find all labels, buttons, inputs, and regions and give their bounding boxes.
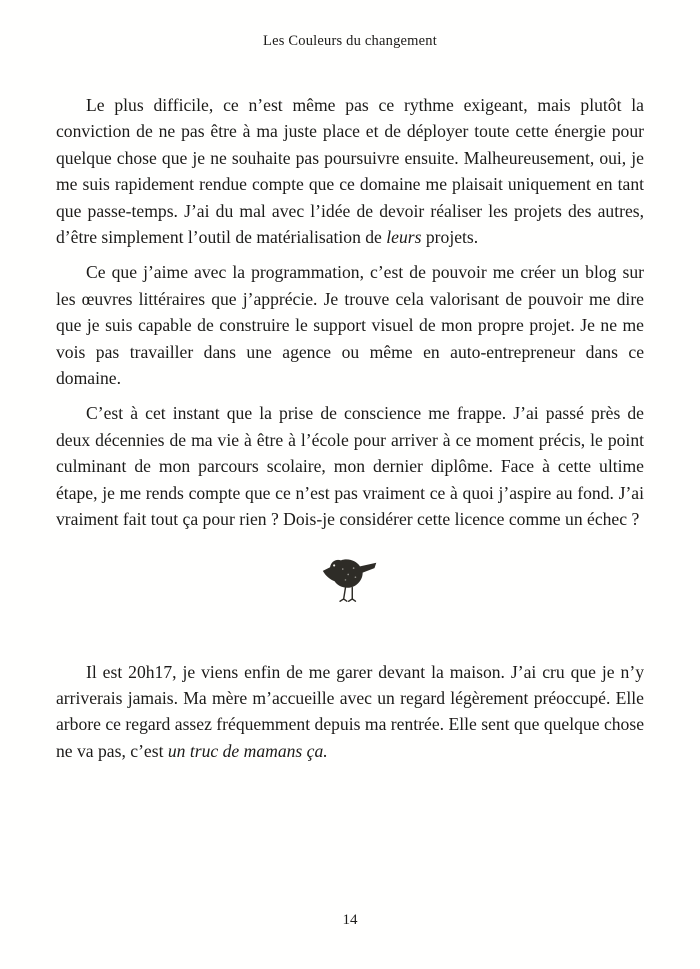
bird-illustration-icon <box>321 551 379 607</box>
page-number: 14 <box>342 912 358 928</box>
text-block <box>56 92 644 773</box>
paragraph-2 <box>56 259 644 391</box>
paragraph-4-text: Il est 20h17, je viens enfin de me garer devant la maison. J’ai cru que je n’y arriverais jamais. Ma mère m’accueille avec un regard légèrement préoccupé. Elle arbore ce regard assez fréquemment depuis ma rentrée. Elle sent que quelque chose ne va pas, c’est <box>56 661 644 761</box>
running-header: Les Couleurs du changement <box>263 33 437 49</box>
paragraph-1-text: Le plus difficile, ce n’est même pas ce rythme exigeant, mais plutôt la conviction de ne pas être à ma juste place et de déployer toute cette énergie pour quelque chose que je ne souhaite pas poursuivre ensuite. Malheureusement, oui, je me suis rapidement rendue compte que ce domaine me plaisait uniquement en tant que passe-temps. J’ai du mal avec l’idée de devoir réaliser les projets des autres, d’être simplement l’outil de matérialisation de <box>56 95 644 248</box>
paragraph-4-italic: un truc de mamans ça. <box>167 740 328 761</box>
paragraph-2-text: Ce que j’aime avec la programmation, c’est de pouvoir me créer un blog sur les œuvres littéraires que j’apprécie. Je trouve cela valorisant de pouvoir me dire que je suis capable de construire le support visuel de mon propre projet. Je ne me vois pas travailler dans une agence ou même en auto-entrepreneur dans ce domaine. <box>56 262 644 389</box>
paragraph-1-text-end: projets. <box>421 227 479 248</box>
paragraph-3-text: C’est à cet instant que la prise de conscience me frappe. J’ai passé près de deux décennies de ma vie à être à l’école pour arriver à ce moment précis, le point culminant de mon parcours scolaire, mon dernier diplôme. Face à cette ultime étape, je me rends compte que ce n’est pas vraiment ce à quoi j’aspire au fond. J’ai vraiment fait tout ça pour rien ? Dois-je considérer cette licence comme un échec ? <box>56 403 644 530</box>
paragraph-4 <box>56 659 644 765</box>
paragraph-1-italic: leurs <box>386 227 422 248</box>
paragraph-3 <box>56 400 644 532</box>
paragraph-1 <box>56 92 644 250</box>
section-break-ornament <box>56 551 644 607</box>
